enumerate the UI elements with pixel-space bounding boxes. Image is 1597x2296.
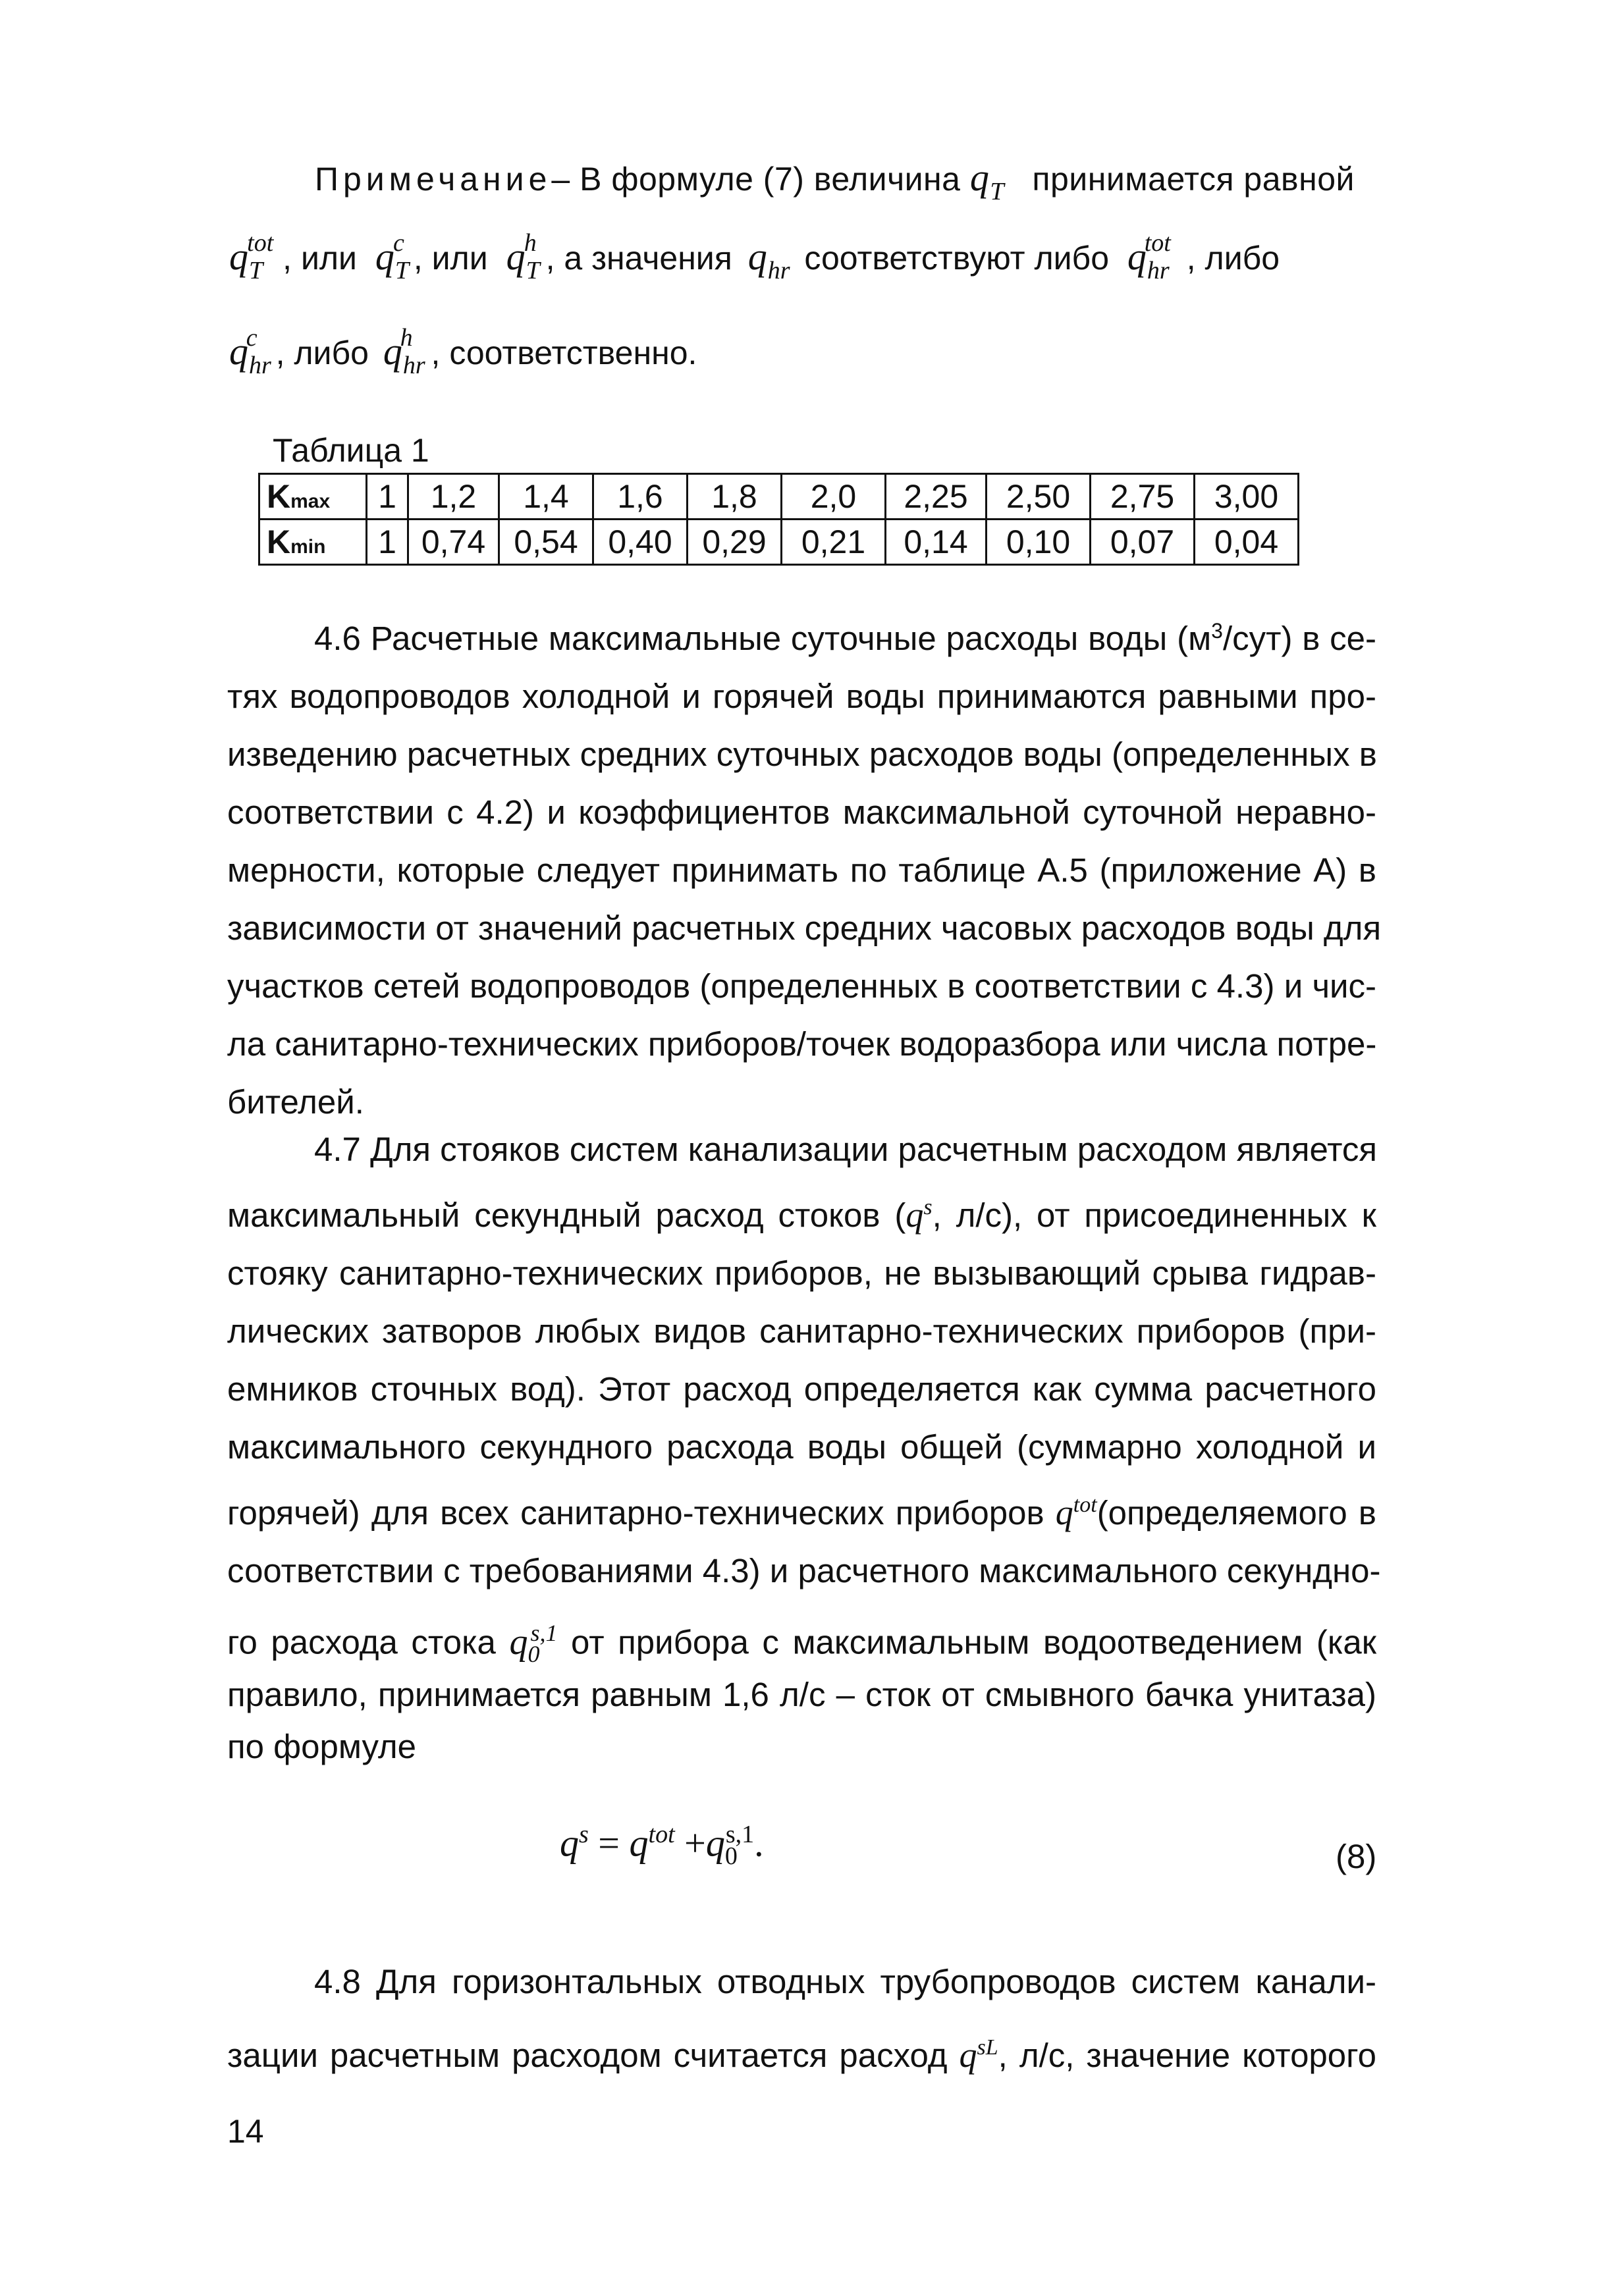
note-line-3: $q_{hr}^c$ , либо $q_{hr}^h$ , соответственно. [229, 324, 697, 379]
note-line-1 [315, 155, 1355, 205]
note-prefix: Примечание [315, 161, 552, 198]
table-cell: 0,07 [1091, 520, 1195, 565]
table-cell: 0,04 [1195, 520, 1299, 565]
table-cell: 2,75 [1091, 474, 1195, 520]
formula-8: $q^s = q^{tot} +q_0^{s,1}$. [560, 1821, 764, 1870]
table-cell: 1,4 [499, 474, 593, 520]
note-line-2: $q_T^{tot}$ , или $q_T^c$ , или $q_T^h$ , а значения $q_{hr}$ соответствуют либо $q_{hr}^{tot}$ , либо [229, 229, 1280, 284]
table-cell: 3,00 [1195, 474, 1299, 520]
table-cell: 1,6 [593, 474, 688, 520]
table-caption: Таблица 1 [273, 432, 429, 469]
table-cell: 0,74 [408, 520, 499, 565]
table-cell: 2,0 [782, 474, 886, 520]
table-cell: 1 [367, 520, 408, 565]
table-cell: 0,21 [782, 520, 886, 565]
table-cell: 1 [367, 474, 408, 520]
equation-number: (8) [1336, 1838, 1377, 1875]
paragraph-4-8: 4.8 Для горизонтальных отводных трубопроводов систем канали- зации расчетным расходом считается расход $q^{sL}$, л/с, значение которого [227, 1963, 1377, 2075]
row-header: Kmin [259, 520, 367, 565]
table-cell: 0,29 [688, 520, 782, 565]
table-cell: 2,50 [987, 474, 1091, 520]
symbol-q-T: $q_T$ [969, 156, 1005, 205]
row-header: Kmax [259, 474, 367, 520]
table-cell: 0,40 [593, 520, 688, 565]
paragraph-4-6: 4.6 Расчетные максимальные суточные расходы воды $(м^3/сут)$ в се- тях водопроводов холодной и горячей воды принимаются равными про- изведению расчетных средних суточных расходов воды (определенных в соответствии с 4.2) и коэффициентов максимальной суточной неравно- мерности, которые следует принимать по таблице А.5 (приложение А) в зависимости от значений расчетных средних часовых расходов воды для участков сетей водопроводов (определенных в соответствии с 4.3) и чис- ла санитарно-технических приборов/точек водоразбора или числа потре- бителей. [227, 619, 1382, 1121]
note-text-1-end: принимается равной [1032, 161, 1355, 198]
table-row-kmax [259, 474, 1299, 520]
table-cell: 0,10 [987, 520, 1091, 565]
table-cell: 2,25 [886, 474, 987, 520]
table-cell: 0,54 [499, 520, 593, 565]
table-row-kmin [259, 520, 1299, 565]
coefficient-table [258, 473, 1299, 566]
note-text-1: – В формуле (7) величина [551, 161, 961, 198]
table-cell: 0,14 [886, 520, 987, 565]
page-number: 14 [227, 2113, 264, 2150]
table-cell: 1,8 [688, 474, 782, 520]
table-cell: 1,2 [408, 474, 499, 520]
paragraph-4-7: 4.7 Для стояков систем канализации расчетным расходом является максимальный секундный расход стоков ($q^s$, л/с), от присоединенных к стояку санитарно-технических приборов, не вызывающий срыва гидрав- лических затворов любых видов санитарно-технических приборов (при- емников сточных вод). Этот расход определяется как сумма расчетного максимального секундного расхода воды общей (суммарно холодной и горячей) для всех санитарно-технических приборов $q^{tot}(определяемого$ в соответствии с требованиями 4.3) и расчетного максимального секундно- го расхода стока $q_0^{s,1}$ от прибора с максимальным водоотведением (как правило, принимается равным 1,6 л/с – сток от смывного бачка унитаза) по формуле [227, 1131, 1381, 1765]
